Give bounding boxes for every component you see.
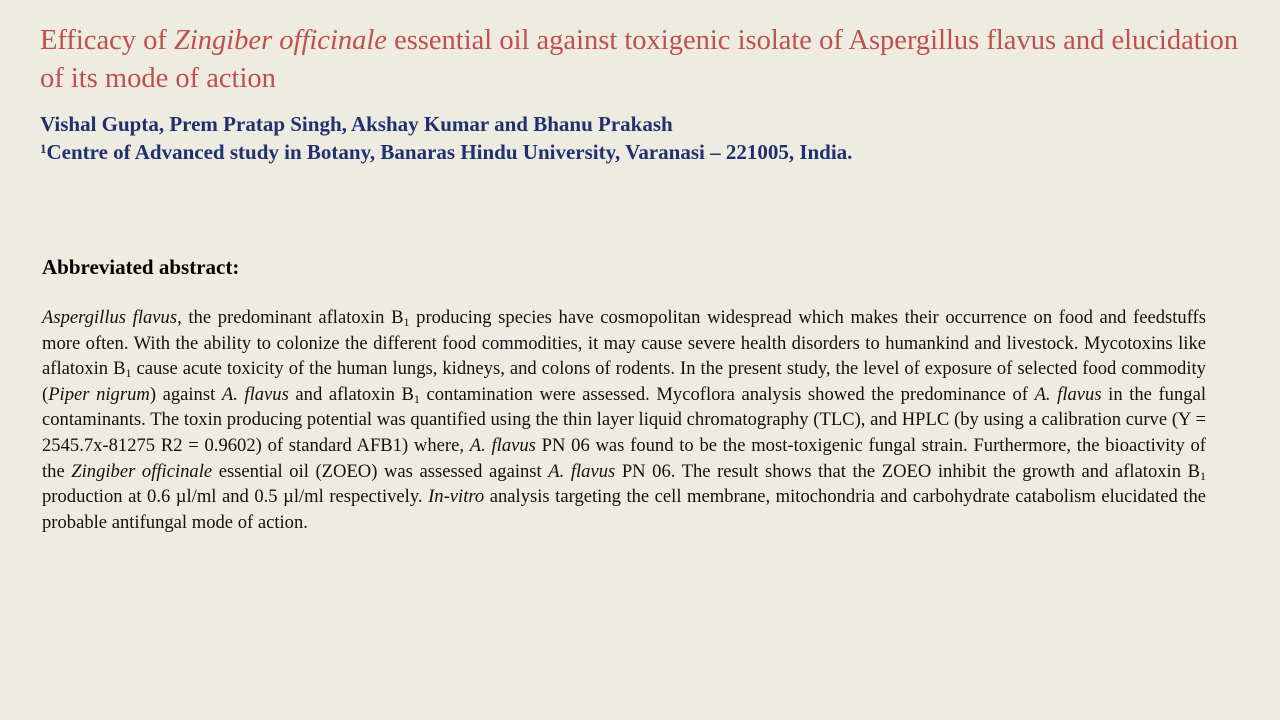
title-part-1: Efficacy of xyxy=(40,25,174,56)
abstract-span: in the fungal contaminants. The toxin producing potential was quantified using the thin layer liquid chromatography (TLC), and HPLC (by using a calibration curve (Y = 2545.7x-81275 R2 = 0.9602) of standard AFB1) where, xyxy=(42,383,1206,456)
abstract-span-italic: A. flavus xyxy=(221,383,289,405)
abstract-heading: Abbreviated abstract: xyxy=(42,255,240,279)
abstract-span-italic: Aspergillus flavus xyxy=(42,307,178,328)
subscript-1: 1 xyxy=(403,315,410,329)
abstract-span: PN 06 was found to be the most-toxigenic fungal strain. Furthermore, the bioactivity of the xyxy=(42,434,1206,482)
abstract-span: essential oil (ZOEO) was assessed against xyxy=(212,460,549,482)
abstract-span: cause acute toxicity of the human lungs, kidneys, and colons of rodents. In the present study, the level of exposure of selected food commodity ( xyxy=(42,358,1206,405)
abstract-span-italic: A. flavus xyxy=(469,434,536,456)
slide-title xyxy=(40,22,1240,98)
abstract-span: ) against xyxy=(149,383,222,405)
author-block xyxy=(40,110,1240,166)
affiliation-text: Centre of Advanced study in Botany, Banaras Hindu University, Varanasi – 221005, India. xyxy=(46,140,853,164)
abstract-span: contamination were assessed. Mycoflora analysis showed the predominance of xyxy=(419,383,1035,405)
abstract-span: producing species have cosmopolitan widespread which makes their occurrence on food and feedstuffs more often. With the ability to colonize the different food commodities, it may cause severe health disorders to humankind and livestock. Mycotoxins like aflatoxin B xyxy=(42,307,1206,380)
abstract-span-italic: A. flavus xyxy=(1034,383,1102,405)
author-names: Vishal Gupta, Prem Pratap Singh, Akshay Kumar and Bhanu Prakash xyxy=(40,112,673,136)
abstract-span-italic: Piper nigrum xyxy=(48,383,150,405)
subscript-1: 1 xyxy=(1199,468,1206,483)
subscript-1: 1 xyxy=(125,366,132,381)
abstract-span: , the predominant aflatoxin B xyxy=(177,307,404,328)
abstract-span: analysis targeting the cell membrane, mitochondria and carbohydrate catabolism elucidated the probable antifungal mode of action. xyxy=(42,486,1206,533)
abstract-span-italic: In-vitro xyxy=(428,486,485,508)
title-species: Zingiber officinale xyxy=(173,25,387,56)
abstract-span: PN 06. The result shows that the ZOEO inhibit the growth and aflatoxin B xyxy=(615,460,1200,482)
affiliation-marker: 1 xyxy=(40,141,47,156)
title-part-2: essential oil against toxigenic isolate of Aspergillus flavus and elucidation of its mode of action xyxy=(40,25,1239,94)
abstract-span-italic: A. flavus xyxy=(548,460,616,482)
abstract-span-italic: Zingiber officinale xyxy=(71,460,213,482)
abstract-span: production at 0.6 µl/ml and 0.5 µl/ml respectively. xyxy=(42,486,429,508)
subscript-1: 1 xyxy=(413,391,420,406)
abstract-body xyxy=(42,305,1206,535)
affiliation-line xyxy=(40,138,1240,166)
abstract-span: and aflatoxin B xyxy=(288,383,414,405)
